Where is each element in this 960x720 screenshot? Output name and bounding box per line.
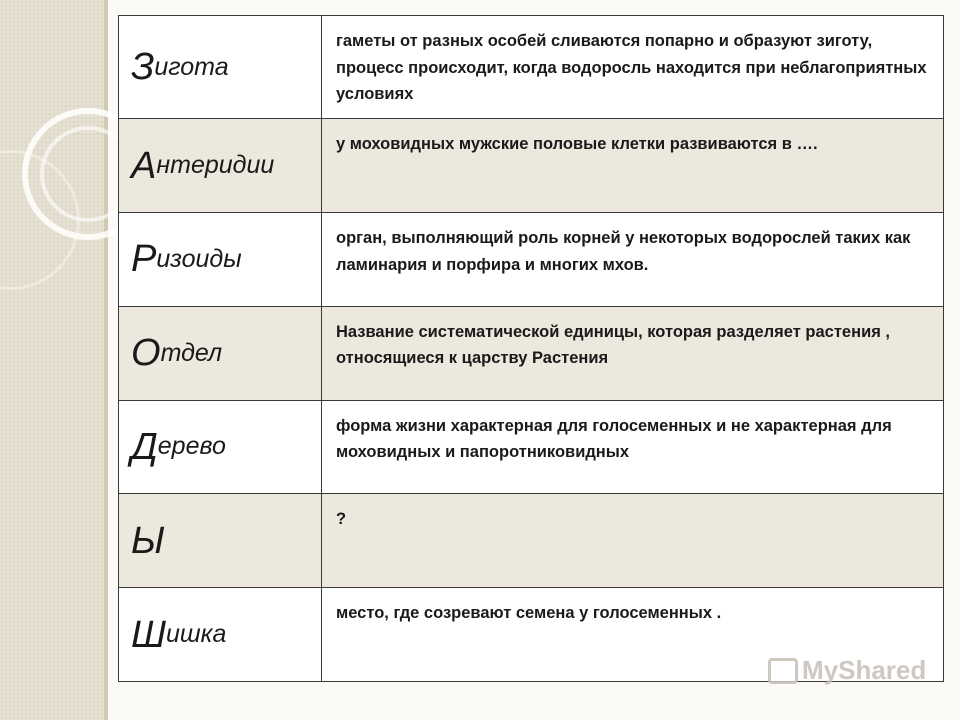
table-row [119,400,943,494]
term-cell [119,16,322,118]
table-row [119,493,943,587]
term-cell [119,588,322,681]
table-row [119,212,943,306]
definition-cell: ? [336,510,347,529]
term-rest: нтеридии [156,151,275,180]
table-row [119,306,943,400]
term-initial: Ы [131,519,165,562]
term-initial: О [131,332,161,375]
term-cell [119,494,322,587]
term-initial: Р [131,238,157,281]
term-rest: игота [154,52,229,81]
term-rest: ишка [165,620,227,649]
presentation-icon [768,658,798,684]
term-initial: Ш [131,613,166,656]
watermark-text: MyShared [802,655,927,685]
watermark [768,655,926,686]
term-cell [119,307,322,400]
term-cell [119,213,322,306]
term-initial: З [131,46,155,89]
table-row [119,16,943,118]
table-row [119,118,943,212]
side-stripe-edge [104,0,108,720]
term-initial: А [131,144,157,187]
term-cell [119,401,322,494]
term-rest: ерево [157,432,226,461]
definition-cell: гаметы от разных особей сливаются попарно и образуют зиготу, процесс происходит, когда водоросль находится при неблагоприятных условиях [336,32,927,104]
terms-table [118,15,944,682]
term-rest: тдел [160,338,223,367]
definition-cell: форма жизни характерная для голосеменных и не характерная для моховидных и папоротниковидных [336,416,892,462]
term-initial: Д [131,425,158,468]
term-cell [119,119,322,212]
term-rest: изоиды [156,244,242,273]
definition-cell: у моховидных мужские половые клетки развиваются в …. [336,135,818,154]
definition-cell: орган, выполняющий роль корней у некоторых водорослей таких как ламинария и порфира и многих мхов. [336,228,911,274]
definition-cell: место, где созревают семена у голосеменных . [336,604,722,623]
definition-cell: Название систематической единицы, которая разделяет растения , относящиеся к царству Растения [336,322,891,368]
